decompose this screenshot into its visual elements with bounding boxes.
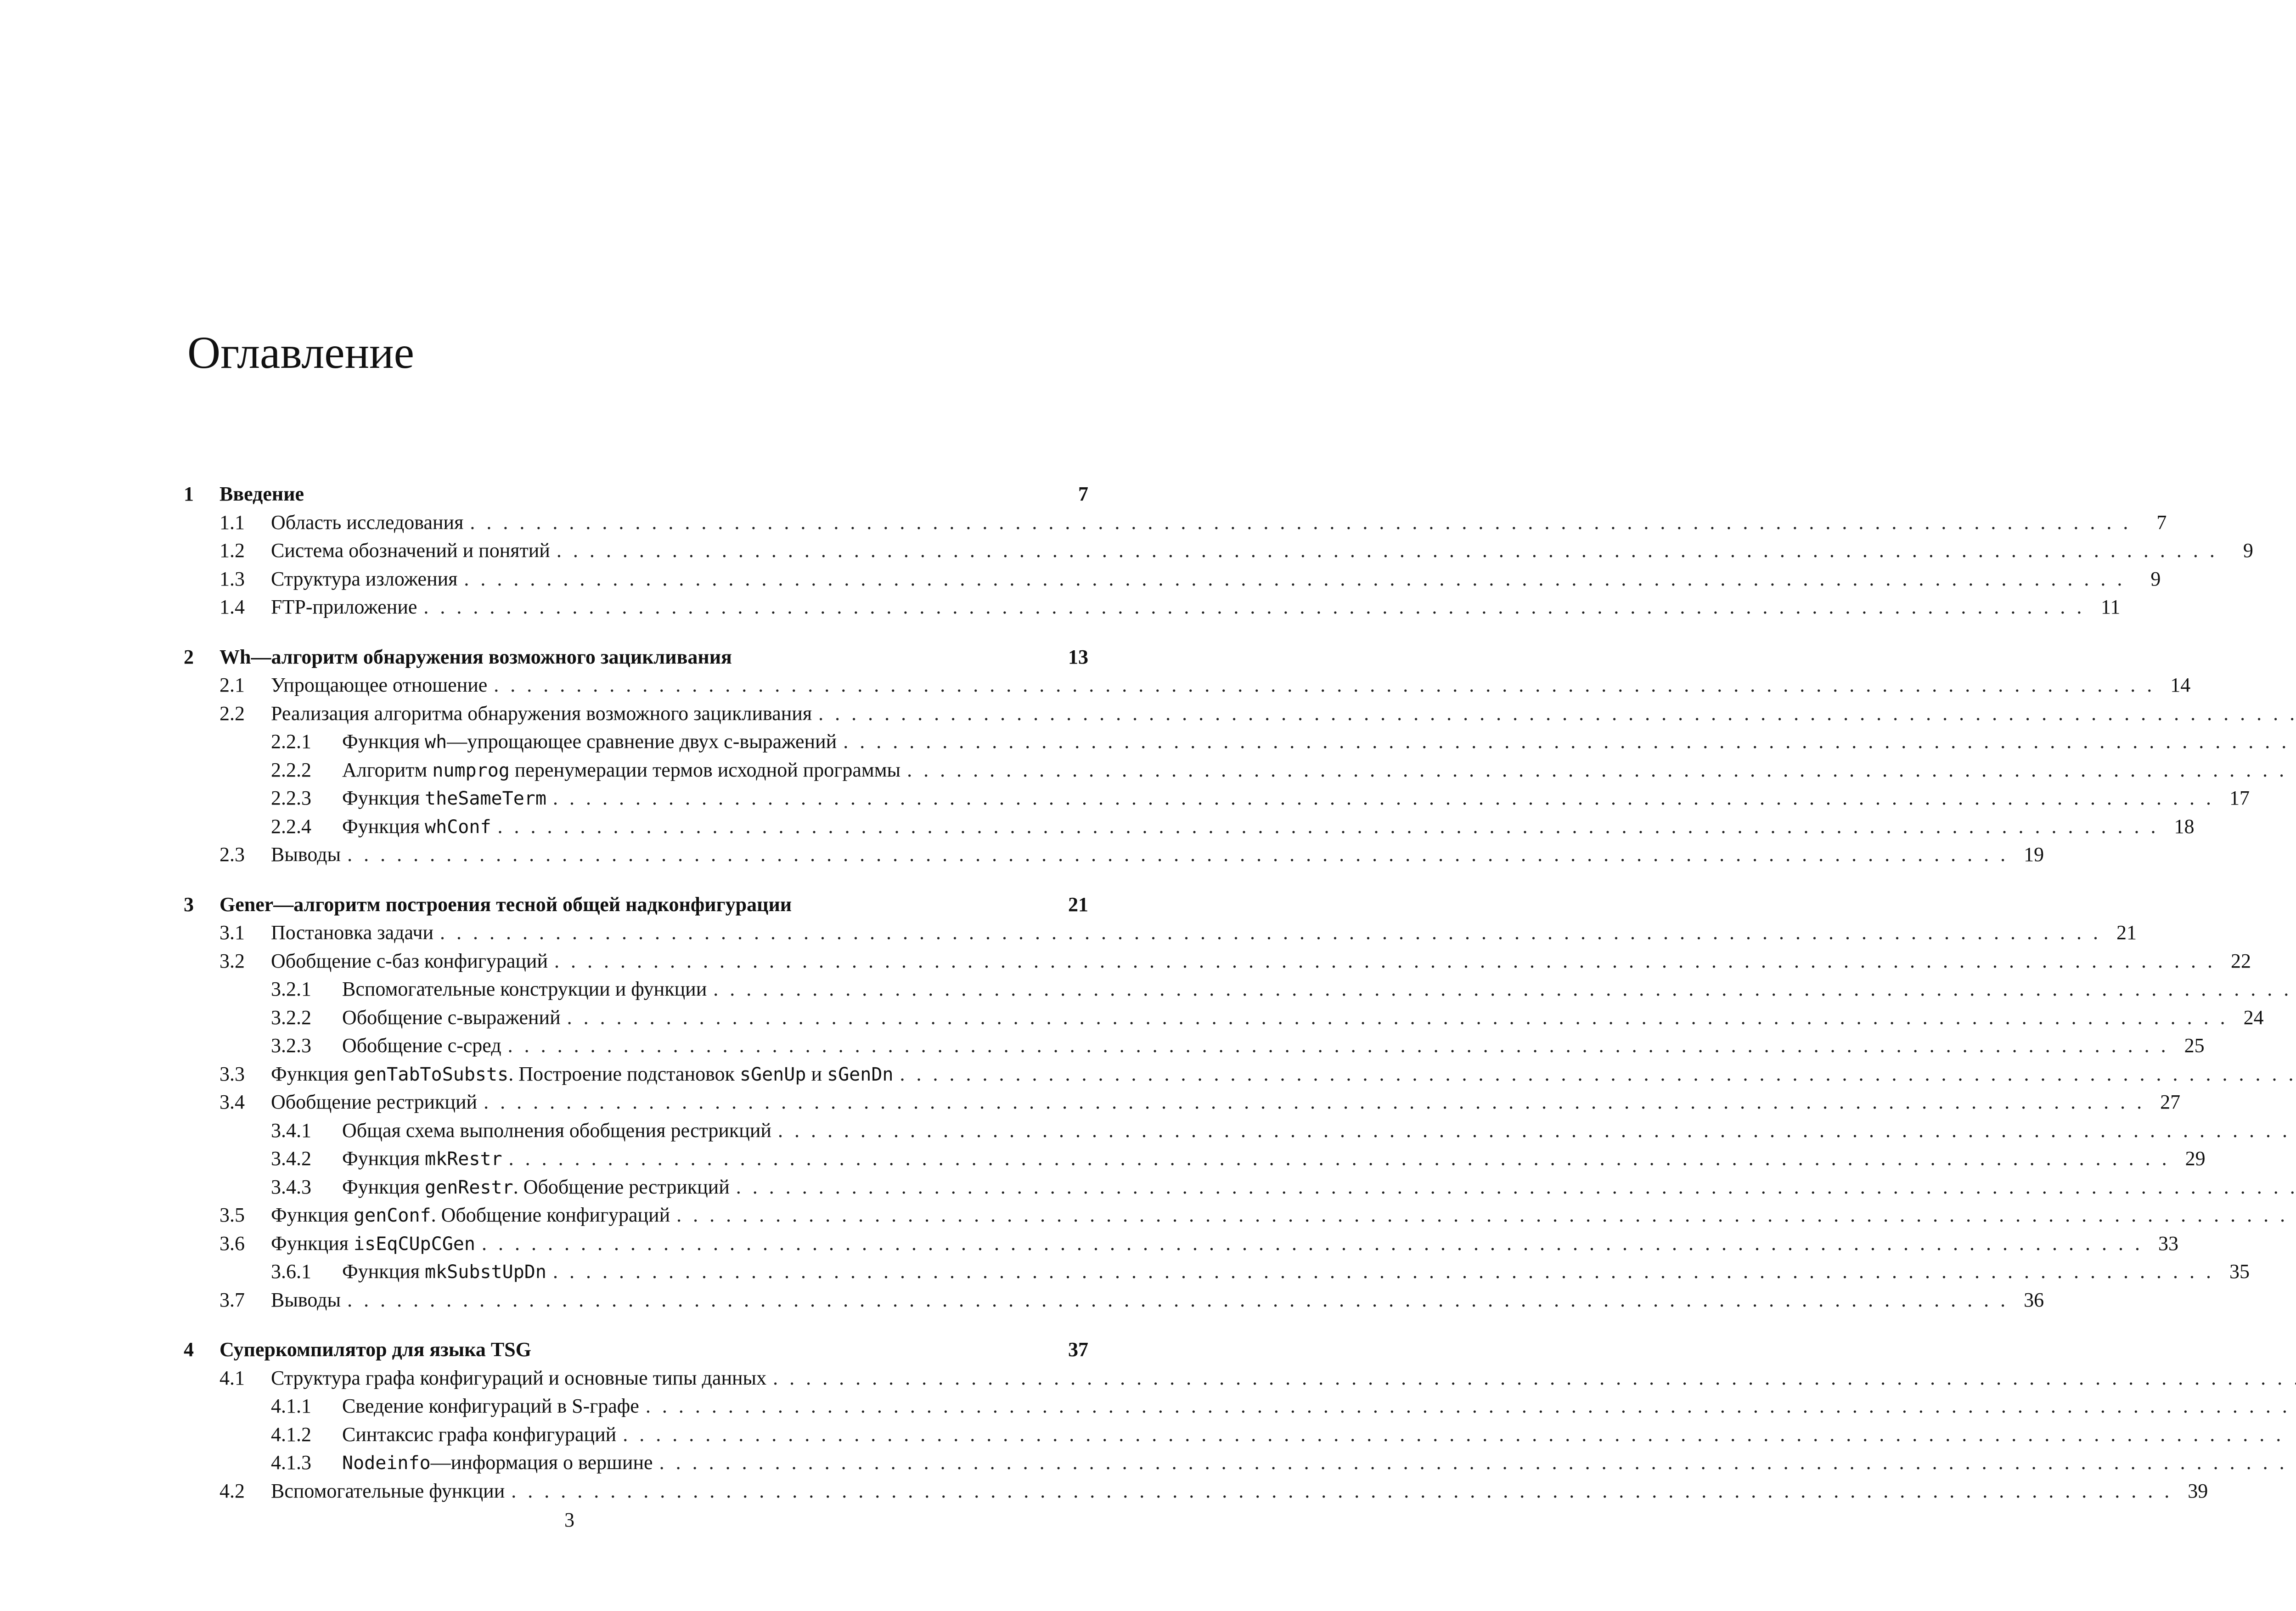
toc-entry-text: Gener—алгоритм построения тесной общей надконфигурации [219,893,792,916]
toc-entry-number: 3.4.1 [271,1119,311,1142]
toc-entry-text: . Построение подстановок [508,1062,740,1085]
toc-entry-text: и [806,1062,827,1085]
toc-subsection-entry[interactable] [184,1034,2205,1062]
toc-dot-leader [347,843,2005,866]
toc-entry-number: 2.2 [219,702,245,725]
toc-section-entry[interactable] [184,539,2253,567]
toc-entry-text: Функция [271,1204,354,1226]
toc-entry-text: Структура графа конфигураций и основные типы данных [271,1366,767,1389]
toc-dot-leader [482,1232,2140,1255]
toc-entry-title [342,1394,639,1418]
toc-subsection-entry[interactable] [184,1119,1088,1147]
toc-entry-code: whConf [425,816,491,838]
toc-entry-number: 1.3 [219,567,245,590]
toc-entry-text: Wh—алгоритм обнаружения возможного зацикливания [219,645,732,668]
toc-dot-leader [347,1288,2005,1312]
toc-entry-number: 3.6.1 [271,1260,311,1283]
toc-entry-text: Функция [271,1232,354,1255]
toc-entry-code: sGenDn [827,1064,894,1085]
toc-entry-code: wh [425,732,447,753]
toc-entry-page: 17 [2229,787,2250,809]
toc-entry-number: 3.2.2 [271,1006,311,1029]
toc-chapter-entry[interactable] [184,893,1088,921]
toc-entry-title [219,1338,531,1361]
toc-chapter-entry[interactable] [184,482,1088,511]
toc-entry-number: 1.4 [219,596,245,618]
toc-entry-page: 11 [2101,596,2121,618]
toc-entry-code: Nodeinfo [342,1453,431,1474]
toc-section-entry[interactable] [184,1062,1088,1091]
toc-entry-title [342,977,707,1001]
toc-dot-leader [736,1175,2296,1199]
toc-dot-leader [553,1260,2211,1283]
toc-entry-title [271,1232,475,1255]
toc-subsection-entry[interactable] [184,758,1088,787]
toc-subsection-entry[interactable] [184,1006,2264,1034]
toc-entry-page: 9 [2150,567,2161,590]
toc-dot-leader [498,815,2156,838]
toc-entry-number: 3.2 [219,949,245,972]
toc-entry-title [271,595,417,619]
page-number: 3 [564,1509,574,1531]
toc-section-entry[interactable] [184,673,2191,702]
toc-entry-number: 2.2.1 [271,730,311,753]
toc-entry-number: 3.4 [219,1091,245,1113]
toc-section-entry[interactable] [184,1090,2181,1119]
toc-chapter-entry[interactable] [184,1338,1088,1366]
toc-entry-text: Суперкомпилятор для языка TSG [219,1338,531,1361]
toc-entry-title [271,949,548,973]
toc-entry-number: 3.2.3 [271,1034,311,1057]
toc-entry-title [342,1147,502,1170]
toc-entry-page: 21 [2116,921,2137,944]
toc-dot-leader [553,786,2211,810]
toc-dot-leader [557,539,2215,562]
toc-entry-number: 2.3 [219,843,245,866]
toc-entry-number: 3.3 [219,1062,245,1085]
toc-entry-page: 29 [2185,1147,2206,1170]
toc-entry-title [271,1288,341,1312]
toc-entry-code: mkSubstUpDn [425,1262,546,1283]
toc-entry-number: 4 [184,1338,194,1361]
toc-entry-title [271,539,550,562]
toc-entry-number: 3 [184,893,194,916]
toc-entry-title [342,1451,653,1474]
toc-dot-leader [509,1147,2167,1170]
toc-entry-text: Функция [271,1062,354,1085]
toc-dot-leader [773,1366,2296,1390]
toc-entry-text: Вспомогательные функции [271,1479,505,1502]
toc-dot-leader [511,1479,2169,1503]
toc-entry-text: Функция [342,1147,425,1170]
toc-entry-title [271,1090,477,1114]
toc-entry-text: Упрощающее отношение [271,674,488,696]
toc-entry-text: Система обозначений и понятий [271,539,550,562]
toc-entry-number: 3.5 [219,1204,245,1226]
toc-subsection-entry[interactable] [184,1423,1088,1451]
toc-entry-page: 33 [2158,1232,2178,1255]
toc-dot-leader [676,1203,2296,1227]
toc-chapter-entry[interactable] [184,645,1088,674]
toc-dot-leader [907,758,2296,782]
toc-section-entry[interactable] [184,949,2251,978]
toc-entry-code: genRestr [425,1177,513,1198]
toc-section-entry[interactable] [184,843,2044,871]
toc-entry-title [271,1366,766,1390]
toc-subsection-entry[interactable] [184,786,2250,815]
toc-entry-text: перенумерации термов исходной программы [509,758,901,781]
toc-entry-text: Реализация алгоритма обнаружения возможного зацикливания [271,702,812,725]
toc-entry-title [271,567,457,591]
toc-subsection-entry[interactable] [184,977,1088,1006]
toc-entry-text: Обобщение c-баз конфигураций [271,949,548,972]
toc-entry-code: isEqCUpCGen [354,1233,475,1255]
toc-entry-number: 2.2.4 [271,815,311,838]
toc-entry-title [271,702,812,725]
toc-entry-number: 3.4.3 [271,1175,311,1198]
toc-section-entry[interactable] [184,1232,2178,1260]
toc-dot-leader [900,1062,2296,1086]
toc-section-entry[interactable] [184,1288,2044,1317]
toc-entry-text: Функция [342,730,425,753]
toc-entry-number: 3.1 [219,921,245,944]
toc-section-entry[interactable] [184,1203,1088,1232]
toc-entry-text: —информация о вершине [430,1451,653,1474]
toc-entry-number: 3.4.2 [271,1147,311,1170]
toc-entry-page: 25 [2184,1034,2205,1057]
toc-entry-text: Выводы [271,1288,341,1311]
toc-entry-page: 18 [2174,815,2195,838]
toc-dot-leader [646,1394,2296,1418]
toc-entry-title [219,893,792,916]
toc-entry-text: . Обобщение рестрикций [513,1175,730,1198]
toc-dot-leader [778,1119,2296,1142]
toc-subsection-entry[interactable] [184,730,1088,758]
toc-entry-number: 4.1.2 [271,1423,311,1446]
toc-entry-code: genTabToSubsts [354,1064,509,1085]
toc-entry-number: 2.1 [219,674,245,696]
toc-dot-leader [713,977,2296,1001]
toc-entry-page: 22 [2231,949,2251,972]
toc-entry-text: —упрощающее сравнение двух c-выражений [447,730,837,753]
toc-entry-page: 24 [2243,1006,2264,1029]
toc-section-entry[interactable] [184,511,2167,539]
toc-entry-number: 1.2 [219,539,245,562]
toc-entry-title [271,1479,505,1503]
toc-entry-page: 37 [1068,1338,1088,1361]
toc-entry-text: Функция [342,815,425,838]
toc-dot-leader [508,1034,2166,1057]
toc-entry-title [342,786,546,810]
toc-entry-title [342,758,900,782]
toc-entry-title [342,1260,546,1283]
toc-dot-leader [470,511,2128,534]
toc-entry-title [342,815,491,838]
toc-entry-page: 9 [2243,539,2253,562]
toc-entry-title [271,511,463,534]
toc-entry-text: Функция [342,1175,425,1198]
toc-entry-text: Постановка задачи [271,921,433,944]
toc-entry-number: 4.1 [219,1366,245,1389]
toc-entry-number: 4.2 [219,1479,245,1502]
toc-subsection-entry[interactable] [184,1394,1088,1423]
toc-subsection-entry[interactable] [184,1260,2250,1288]
toc-entry-page: 7 [2156,511,2167,534]
toc-entry-title [342,1034,501,1057]
page-title: Оглавление [187,327,415,378]
toc-entry-text: Сведение конфигураций в S-графе [342,1395,639,1417]
toc-dot-leader [818,702,2296,725]
toc-entry-title [342,1423,616,1446]
toc-dot-leader [659,1451,2296,1474]
toc-subsection-entry[interactable] [184,815,2195,843]
toc-entry-text: Выводы [271,843,341,866]
toc-section-entry[interactable] [184,567,2161,596]
toc-entry-title [271,1062,893,1086]
toc-section-entry[interactable] [184,1366,1088,1395]
toc-entry-title [219,645,732,669]
toc-entry-page: 19 [2024,843,2044,866]
toc-dot-leader [843,730,2296,753]
table-of-contents [184,482,2264,1507]
toc-entry-text: Синтаксис графа конфигураций [342,1423,617,1446]
toc-dot-leader [440,921,2098,944]
toc-entry-text: Структура изложения [271,567,458,590]
toc-entry-number: 2.2.2 [271,758,311,781]
toc-entry-text: Алгоритм [342,758,433,781]
toc-entry-title [342,1119,771,1142]
toc-subsection-entry[interactable] [184,1451,1088,1479]
toc-entry-title [271,843,341,866]
toc-entry-text: Обобщение рестрикций [271,1091,478,1113]
toc-entry-code: theSameTerm [425,788,546,809]
toc-entry-number: 3.7 [219,1288,245,1311]
toc-entry-page: 14 [2170,674,2191,696]
toc-dot-leader [423,595,2082,619]
toc-subsection-entry[interactable] [184,1175,1088,1204]
toc-section-entry[interactable] [184,702,1088,730]
toc-entry-number: 3.6 [219,1232,245,1255]
toc-entry-title [271,673,487,697]
toc-entry-number: 4.1.3 [271,1451,311,1474]
toc-entry-text: Функция [342,1260,425,1283]
toc-entry-code: numprog [432,760,510,781]
toc-entry-number: 1.1 [219,511,245,534]
toc-entry-page: 7 [1078,483,1088,505]
toc-entry-number: 1 [184,483,194,505]
toc-entry-code: sGenUp [739,1064,806,1085]
toc-entry-number: 4.1.1 [271,1395,311,1417]
toc-entry-number: 3.2.1 [271,978,311,1000]
toc-entry-page: 21 [1068,893,1088,916]
toc-entry-title [342,730,837,753]
toc-section-entry[interactable] [184,921,2137,949]
toc-dot-leader [623,1423,2281,1446]
toc-entry-page: 36 [2024,1288,2044,1311]
toc-dot-leader [484,1090,2142,1114]
toc-entry-page: 39 [2188,1479,2208,1502]
toc-entry-number: 2.2.3 [271,787,311,809]
toc-dot-leader [554,949,2212,973]
toc-entry-text: Обобщение c-выражений [342,1006,561,1029]
toc-entry-text: Функция [342,787,425,809]
toc-entry-page: 27 [2160,1091,2181,1113]
toc-section-entry[interactable] [184,1479,2208,1508]
toc-dot-leader [567,1006,2225,1029]
toc-entry-number: 2 [184,645,194,668]
toc-entry-title [271,1203,670,1227]
toc-entry-text: Вспомогательные конструкции и функции [342,978,707,1000]
toc-entry-text: Обобщение c-сред [342,1034,501,1057]
toc-entry-title [271,921,433,944]
toc-entry-text: Общая схема выполнения обобщения рестрикций [342,1119,771,1142]
toc-entry-text: FTP-приложение [271,596,417,618]
toc-entry-code: genConf [354,1205,431,1226]
toc-entry-page: 13 [1068,645,1088,668]
toc-dot-leader [494,673,2152,697]
toc-entry-title [219,482,304,506]
toc-entry-title [342,1175,730,1199]
toc-subsection-entry[interactable] [184,1147,2206,1175]
toc-entry-page: 35 [2229,1260,2250,1283]
toc-entry-text: Область исследования [271,511,464,534]
toc-entry-title [342,1006,561,1029]
toc-entry-code: mkRestr [425,1149,502,1170]
toc-section-entry[interactable] [184,595,2121,624]
toc-entry-page [2292,1423,2296,1446]
toc-dot-leader [464,567,2122,591]
toc-entry-text: Введение [219,483,304,505]
toc-entry-text: . Обобщение конфигураций [431,1204,670,1226]
